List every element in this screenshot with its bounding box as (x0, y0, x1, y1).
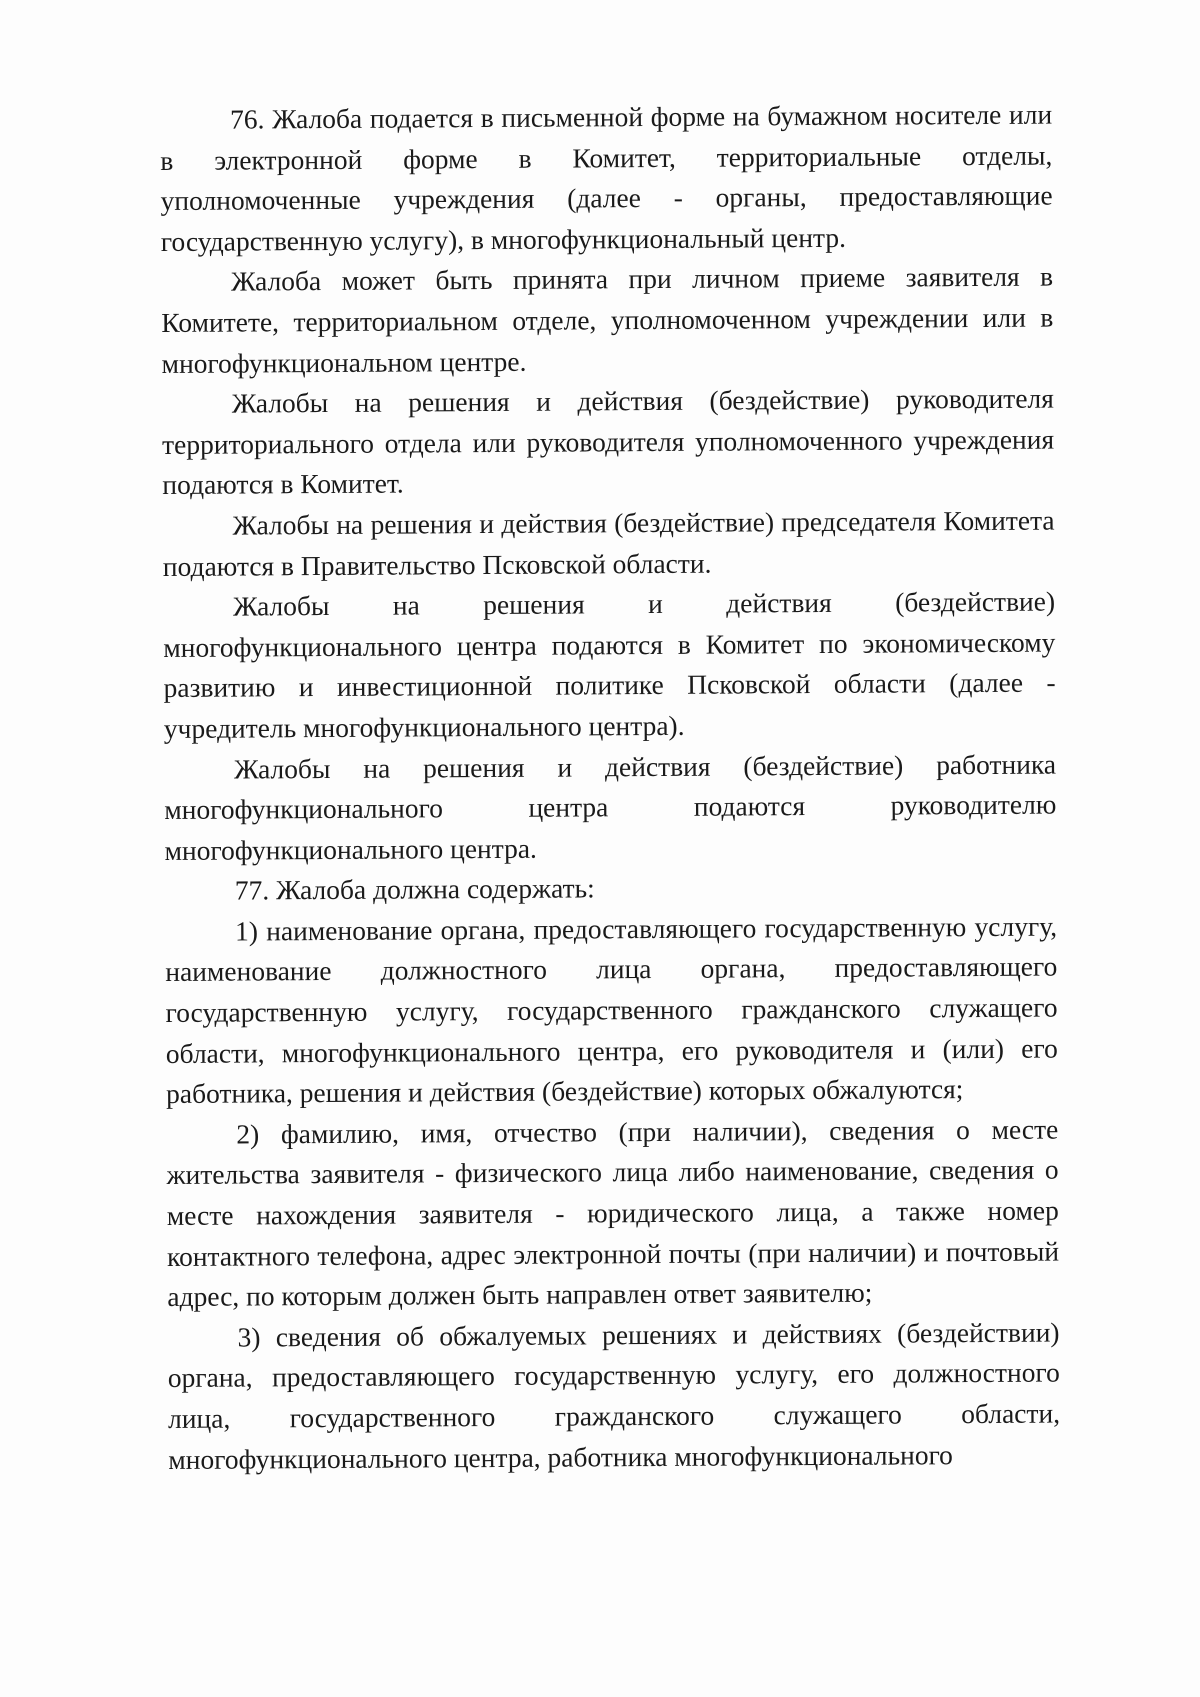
document-body (160, 95, 1060, 1481)
paragraph-personal-reception: Жалоба может быть принята при личном приеме заявителя в Комитете, территориальном отделе, уполномоченном учреждении или в многофункциональном центре. (161, 260, 1054, 379)
paragraph-complaints-committee-chair: Жалобы на решения и действия (бездействие) председателя Комитета подаются в Правительство Псковской области. (162, 504, 1055, 582)
paragraph-complaints-mfc-employee: Жалобы на решения и действия (бездействие) работника многофункционального центра подаются руководителю многофункционального центра. (164, 748, 1057, 866)
list-item-3: 3) сведения об обжалуемых решениях и действиях (бездействии) органа, предоставляющего государственную услугу, его должностного лица, государственного гражданского служащего области, многофункционального центра, работника многофункционального (167, 1316, 1061, 1475)
list-item-2: 2) фамилию, имя, отчество (при наличии), сведения о месте жительства заявителя - физического лица либо наименование, сведения о месте нахождения заявителя - юридического лица, а также номер контактного телефона, адрес электронной почты (при наличии) и почтовый адрес, по которым должен быть направлен ответ заявителю; (166, 1113, 1060, 1313)
list-item-1: 1) наименование органа, предоставляющего государственную услугу, наименование должностного лица органа, предоставляющего государственную услугу, государственного гражданского служащего области, многофункционального центра, его руководителя и (или) его работника, решения и действия (бездействие) которых обжалуются; (165, 910, 1058, 1110)
paragraph-76-complaint-form: 76. Жалоба подается в письменной форме на бумажном носителе или в электронной форме в Комитет, территориальные отделы, уполномоченные учреждения (далее - органы, предоставляющие государственную услугу), в многофункциональный центр. (160, 98, 1053, 257)
paragraph-complaints-department-head: Жалобы на решения и действия (бездействие) руководителя территориального отдела или руководителя уполномоченного учреждения подаются в Комитет. (162, 382, 1055, 501)
paragraph-77-heading: 77. Жалоба должна содержать: (234, 872, 595, 906)
paragraph-complaints-mfc: Жалобы на решения и действия (бездействие) многофункционального центра подаются в Комитет по экономическому развитию и инвестиционной политике Псковской области (далее - учредитель многофункционального центра). (163, 585, 1056, 744)
